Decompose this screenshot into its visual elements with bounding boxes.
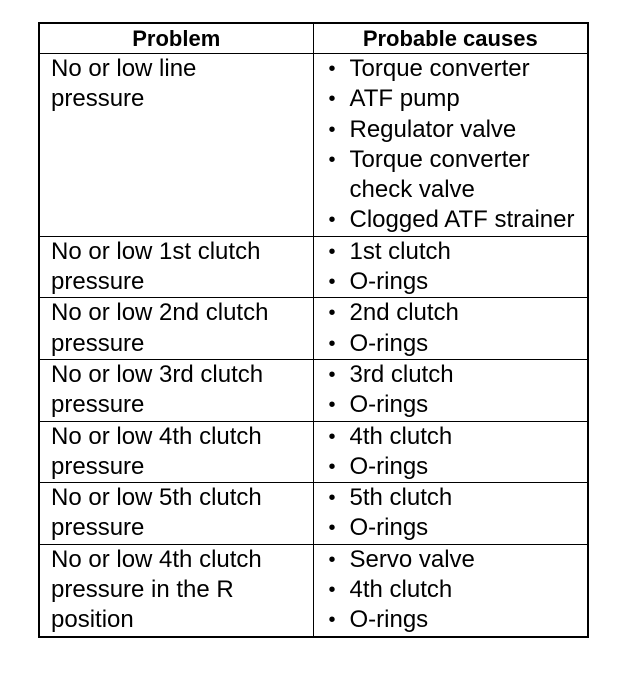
cause-text: ATF pump (349, 85, 460, 113)
cause-text: 3rd clutch (349, 360, 454, 388)
cause-item (326, 84, 586, 114)
problem-text-line: pressure (51, 452, 145, 480)
cause-text: O-rings (349, 268, 429, 296)
problem-cell (39, 359, 313, 421)
cause-text: Regulator valve (349, 115, 517, 143)
cause-list (326, 298, 586, 359)
problem-text-line: No or low 5th clutch (51, 484, 262, 512)
bullet-icon: • (328, 609, 336, 632)
problem-text-line: position (51, 606, 134, 634)
bullet-icon: • (328, 579, 336, 602)
problem-cell (39, 236, 313, 298)
cause-text: Torque converter check valve (349, 145, 530, 204)
cause-list (326, 54, 586, 236)
bullet-icon: • (328, 88, 336, 111)
bullet-icon: • (328, 332, 336, 355)
cause-text: O-rings (349, 606, 429, 634)
cause-item (326, 298, 586, 328)
bullet-icon: • (328, 394, 336, 417)
cause-list (326, 483, 586, 544)
causes-cell (313, 359, 588, 421)
cause-text: O-rings (349, 514, 429, 542)
causes-cell (313, 236, 588, 298)
bullet-icon: • (328, 209, 336, 232)
problem-text-line: No or low 2nd clutch (51, 299, 269, 327)
problem-cell (39, 54, 313, 237)
cause-item (326, 329, 586, 359)
cause-item (326, 54, 586, 84)
problem-cell (39, 298, 313, 360)
diagnosis-table (38, 22, 589, 638)
table-row (39, 421, 588, 483)
cause-text: Torque converter (349, 55, 530, 82)
problem-text-line: pressure (51, 329, 145, 357)
cause-text: Servo valve (349, 545, 475, 573)
cause-text: 4th clutch (349, 576, 453, 604)
causes-cell (313, 544, 588, 636)
cause-item (326, 267, 586, 297)
cause-item (326, 452, 586, 482)
table-row (39, 483, 588, 545)
bullet-icon: • (328, 118, 336, 141)
cause-item (326, 575, 586, 605)
cause-text: Clogged ATF strainer (349, 206, 575, 234)
cause-item (326, 483, 586, 513)
bullet-icon: • (328, 271, 336, 294)
problem-cell (39, 421, 313, 483)
cause-item (326, 545, 586, 575)
cause-text: 5th clutch (349, 484, 453, 512)
causes-cell (313, 298, 588, 360)
cause-item (326, 422, 586, 452)
causes-cell (313, 421, 588, 483)
table-body (39, 54, 588, 637)
problem-text-line: No or low 3rd clutch (51, 360, 264, 388)
problem-text-line: pressure (51, 391, 145, 419)
cause-item (326, 360, 586, 390)
bullet-icon: • (328, 58, 336, 80)
cause-list (326, 360, 586, 421)
problem-text-line: No or low 4th clutch (51, 422, 262, 450)
cause-item (326, 390, 586, 420)
problem-text-line: No or low 4th clutch (51, 545, 262, 573)
problem-text-line: No or low line (51, 55, 197, 82)
table-row (39, 544, 588, 636)
cause-text: O-rings (349, 452, 429, 480)
bullet-icon: • (328, 517, 336, 540)
causes-cell (313, 54, 588, 237)
bullet-icon: • (328, 363, 336, 386)
causes-cell (313, 483, 588, 545)
bullet-icon: • (328, 425, 336, 448)
bullet-icon: • (328, 455, 336, 478)
bullet-icon: • (328, 302, 336, 325)
cause-list (326, 545, 586, 636)
bullet-icon: • (328, 548, 336, 571)
cause-text: 1st clutch (349, 237, 451, 265)
cause-item (326, 237, 586, 267)
bullet-icon: • (328, 487, 336, 510)
bullet-icon: • (328, 148, 336, 171)
problem-cell (39, 544, 313, 636)
cause-item (326, 115, 586, 145)
cause-item (326, 513, 586, 543)
problem-text-line: pressure (51, 268, 145, 296)
problem-text-line: pressure (51, 514, 145, 542)
problem-text-line: pressure in the R (51, 576, 234, 604)
cause-text: O-rings (349, 329, 429, 357)
bullet-icon: • (328, 240, 336, 263)
cause-item (326, 205, 586, 235)
table-row (39, 54, 588, 237)
cause-text: O-rings (349, 391, 429, 419)
problem-text-line: No or low 1st clutch (51, 237, 261, 265)
cause-text: 4th clutch (349, 422, 453, 450)
table-row (39, 359, 588, 421)
table-row (39, 298, 588, 360)
problem-cell (39, 483, 313, 545)
header-problem: Problem (39, 23, 313, 54)
problem-text-line: pressure (51, 85, 145, 113)
cause-list (326, 237, 586, 298)
cause-item (326, 145, 586, 206)
cause-item (326, 605, 586, 635)
header-probable-causes: Probable causes (313, 23, 588, 54)
header-row (39, 23, 588, 54)
table-row (39, 236, 588, 298)
cause-list (326, 422, 586, 483)
cause-text: 2nd clutch (349, 299, 459, 327)
